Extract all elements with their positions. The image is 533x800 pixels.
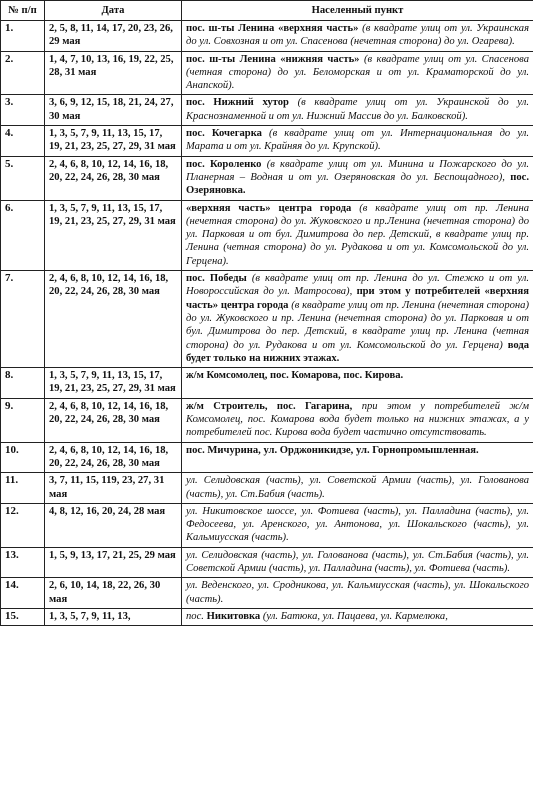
place-italic-text: при этом у потребителей ж/м Комсомолец, пос. Комарова вода будет только на нижних этажах, а у потребителей пос. Кирова вода будет частично отсутствовать.: [186, 400, 529, 439]
row-dates: 4, 8, 12, 16, 20, 24, 28 мая: [45, 503, 182, 547]
place-bold-text: пос. Нижний хутор: [186, 97, 289, 109]
header-date: Дата: [45, 1, 182, 21]
row-dates: 1, 3, 5, 7, 9, 11, 13,: [45, 608, 182, 625]
row-dates: 2, 4, 6, 8, 10, 12, 14, 16, 18, 20, 22, 24, 26, 28, 30 мая: [45, 442, 182, 473]
row-number: 14.: [1, 578, 45, 609]
row-number: 4.: [1, 126, 45, 157]
row-dates: 2, 4, 6, 8, 10, 12, 14, 16, 18, 20, 22, 24, 26, 28, 30 мая: [45, 398, 182, 442]
place-italic-text: (в квадрате улиц от пр. Ленина (нечетная сторона) до ул. Жуковского и пр.Ленина (нечетная сторона) до ул. Парковая и от бул. Димитрова до пер. Детский, в квадрате улиц пр. Ленина (четная сторона) до ул. Рудакова и от ул. Комсомольской до ул. Герцена).: [186, 202, 530, 267]
row-place: [182, 51, 533, 95]
place-italic-text: (ул. Батюка, ул. Пацаева, ул. Кармелюка,: [260, 610, 448, 622]
row-dates: 2, 4, 6, 8, 10, 12, 14, 16, 18, 20, 22, 24, 26, 28, 30 мая: [45, 271, 182, 368]
table-row: [1, 271, 533, 368]
row-number: 8.: [1, 368, 45, 399]
row-place: [182, 473, 533, 504]
place-bold-text: «верхняя часть» центра города: [186, 202, 352, 214]
place-italic-text: (в квадрате улиц от ул. Украинская до ул. Совхозная и от ул. Спасенова (нечетная сторона) до ул. Огарева).: [186, 23, 529, 48]
place-bold-text: пос. Кочегарка: [186, 128, 262, 140]
place-italic-text: (в квадрате улиц от ул. Украинской до ул. Краснознаменной и от ул. Нижний Массив до ул. Балковской).: [186, 97, 529, 122]
row-dates: 2, 4, 6, 8, 10, 12, 14, 16, 18, 20, 22, 24, 26, 28, 30 мая: [45, 156, 182, 200]
row-dates: 1, 5, 9, 13, 17, 21, 25, 29 мая: [45, 547, 182, 578]
row-dates: 1, 3, 5, 7, 9, 11, 13, 15, 17, 19, 21, 23, 25, 27, 29, 31 мая: [45, 200, 182, 270]
row-place: [182, 398, 533, 442]
place-bold-text: пос. Короленко: [186, 158, 262, 170]
table-row: [1, 398, 533, 442]
row-number: 3.: [1, 95, 45, 126]
row-number: 6.: [1, 200, 45, 270]
row-dates: 3, 7, 11, 15, 119, 23, 27, 31 мая: [45, 473, 182, 504]
row-number: 2.: [1, 51, 45, 95]
table-row: [1, 200, 533, 270]
row-number: 11.: [1, 473, 45, 504]
table-row: [1, 608, 533, 625]
place-bold-text: вода будет только на нижних этажах.: [186, 339, 529, 364]
table-header-row: [1, 1, 533, 21]
place-bold-text: Никитовка: [206, 610, 261, 622]
row-dates: 1, 3, 5, 7, 9, 11, 13, 15, 17, 19, 21, 23, 25, 27, 29, 31 мая: [45, 126, 182, 157]
place-italic-text: ул. Селидовская (часть), ул. Советской Армии (часть), ул. Голованова (часть), ул. Ст.Бабия (часть).: [186, 475, 529, 500]
row-place: [182, 368, 533, 399]
table-row: [1, 156, 533, 200]
place-italic-text: (в квадрате улиц от ул. Спасенова (четная сторона) до ул. Беломорская и от ул. Краматорской до ул. Анапской).: [186, 53, 529, 92]
row-number: 7.: [1, 271, 45, 368]
row-place: [182, 200, 533, 270]
row-number: 5.: [1, 156, 45, 200]
table-row: [1, 368, 533, 399]
place-italic-text: (в квадрате улиц от пр. Ленина до ул. Стежко и от ул. Новороссийская до ул. Матросова),: [186, 273, 529, 298]
place-bold-text: при этом у потребителей «верхняя часть» центра города: [186, 286, 529, 311]
place-bold-text: пос. Озеряновка.: [186, 171, 529, 197]
table-row: [1, 503, 533, 547]
table-row: [1, 547, 533, 578]
row-dates: 2, 5, 8, 11, 14, 17, 20, 23, 26, 29 мая: [45, 21, 182, 52]
place-italic-text: ул. Селидовская (часть), ул. Голованова (часть), ул. Ст.Бабия (часть), ул. Советской Армии (часть), ул. Палладина (часть), ул. Фотиева (часть).: [186, 549, 529, 574]
table-row: [1, 21, 533, 52]
place-bold-text: пос. ш-ты Ленина «верхняя часть»: [186, 23, 359, 34]
table-row: [1, 473, 533, 504]
place-bold-text: пос. Мичурина, ул. Орджоникидзе, ул. Горнопромышленная.: [186, 444, 479, 456]
row-place: [182, 608, 533, 625]
row-number: 10.: [1, 442, 45, 473]
row-dates: 3, 6, 9, 12, 15, 18, 21, 24, 27, 30 мая: [45, 95, 182, 126]
row-number: 12.: [1, 503, 45, 547]
header-place: Населенный пункт: [182, 1, 533, 21]
row-place: [182, 503, 533, 547]
row-place: [182, 578, 533, 609]
row-number: 13.: [1, 547, 45, 578]
table-row: [1, 51, 533, 95]
place-bold-text: ж/м Строитель, пос. Гагарина,: [186, 400, 353, 412]
row-number: 15.: [1, 608, 45, 625]
place-italic-text: ул. Веденского, ул. Сродникова, ул. Кальмиусская (часть), ул. Шокальского (часть).: [186, 580, 529, 605]
place-italic-text: (в квадрате улиц от пр. Ленина (нечетная сторона) до ул. Жуковского и пр. Ленина (нечетная сторона) до ул. Парковая и от бул. Димитрова до пер. Детский, в квадрате улиц пр. Ленина (четная сторона) до ул. Рудакова и от ул. Комсомольской до ул. Герцена): [186, 299, 529, 351]
place-italic-text: пос.: [186, 610, 207, 622]
place-italic-text: ул. Никитовское шоссе, ул. Фотиева (часть), ул. Палладина (часть), ул. Федосеева, ул. Аренского, ул. Антонова, ул. Шокальского (часть), ул. Кальмиусская (часть).: [186, 505, 529, 544]
place-bold-text: пос. ш-ты Ленина «нижняя часть»: [186, 53, 360, 65]
table-row: [1, 126, 533, 157]
row-place: [182, 126, 533, 157]
row-place: [182, 95, 533, 126]
header-number: № п/п: [1, 1, 45, 21]
place-italic-text: (в квадрате улиц от ул. Интернациональная до ул. Марата и от ул. Крайняя до ул. Крупской).: [186, 128, 530, 153]
table-row: [1, 95, 533, 126]
row-dates: 1, 3, 5, 7, 9, 11, 13, 15, 17, 19, 21, 23, 25, 27, 29, 31 мая: [45, 368, 182, 399]
row-dates: 2, 6, 10, 14, 18, 22, 26, 30 мая: [45, 578, 182, 609]
table-row: [1, 442, 533, 473]
row-place: [182, 442, 533, 473]
place-italic-text: (в квадрате улиц от ул. Минина и Пожарского до ул. Планерная – Водная и от ул. Озеряновская до ул. Беспощадного),: [186, 158, 529, 183]
place-bold-text: ж/м Комсомолец, пос. Комарова, пос. Кирова.: [186, 370, 404, 382]
row-place: [182, 271, 533, 368]
row-place: [182, 547, 533, 578]
row-number: 9.: [1, 398, 45, 442]
place-bold-text: пос. Победы: [186, 273, 247, 285]
row-number: 1.: [1, 21, 45, 52]
row-place: [182, 21, 533, 52]
row-place: [182, 156, 533, 200]
row-dates: 1, 4, 7, 10, 13, 16, 19, 22, 25, 28, 31 мая: [45, 51, 182, 95]
table-row: [1, 578, 533, 609]
